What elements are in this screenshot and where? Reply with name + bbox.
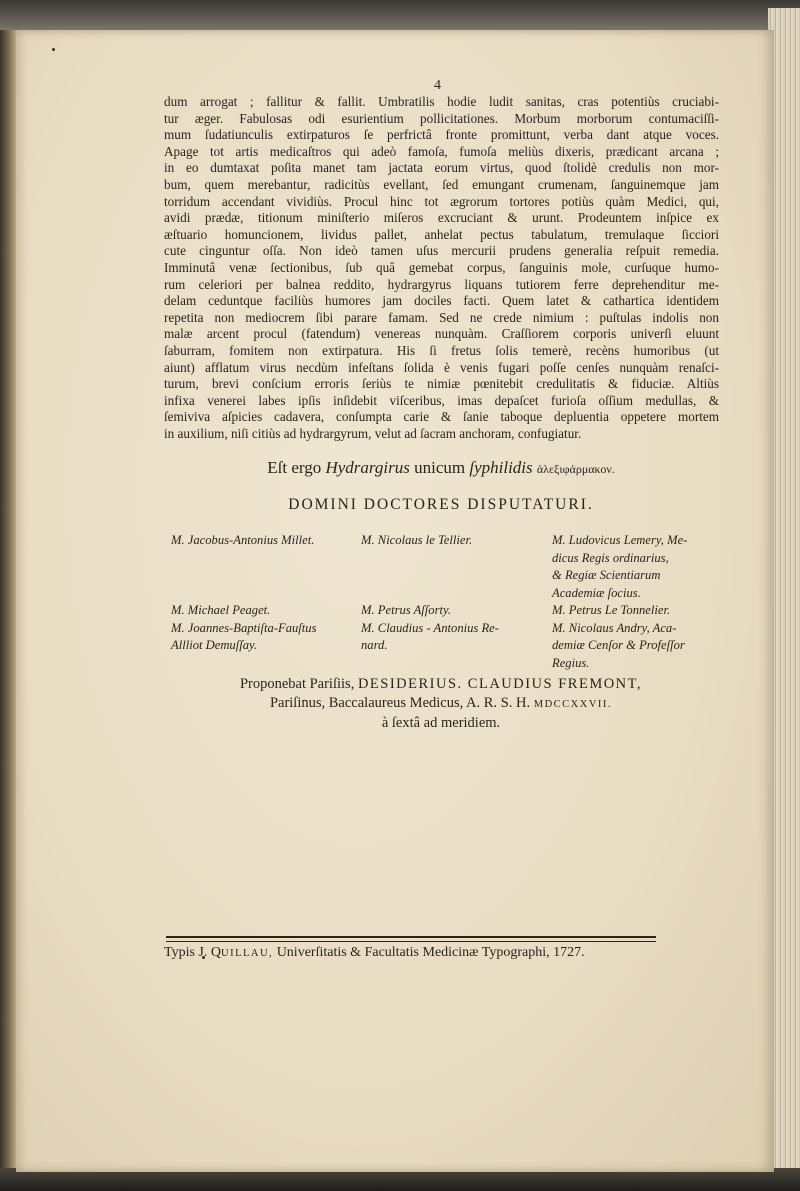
doctor-line: M. Joannes-Baptiſta-Fauſtus [171,620,317,635]
doctors-column-1 [171,532,361,655]
body-line: torridum accendant vividiùs. Procul hinc tot ægrorum tortores potiùs quàm Medici, qui, [164,193,719,209]
body-line: infixa venerei labes ipſis inſidebit viſceribus, imas depaſcet furioſa oſſium medullas, & [164,392,719,408]
body-line: in eo dumtaxat poſita manet tam jactata eorum virtus, quod ſtolidè credulis non mor- [164,160,719,176]
doctor-line [361,567,546,585]
doctor-line: & Regiæ Scientiarum [552,568,661,582]
body-line: rum celeriori per balnea reddito, hydrargyrus liquans tutiorem ferre deprehenditur me- [164,276,719,292]
imprint-rule-thin [166,941,656,942]
body-line: ſaburram, fomitem non extirpatura. His ſi fretus ſolis temerè, recèns humoribus (ut [164,342,719,358]
candidate-name: DESIDERIUS. CLAUDIUS FREMONT, [357,676,643,692]
imprint-typis: Typis J. Q [164,945,221,960]
body-line: ſemiviva aſpicies cadavera, conſumpta carie & ſanie taboque depluentia oppetere mortem [164,409,719,425]
printer-imprint [164,945,724,961]
thesis-mid: unicum [414,458,466,477]
defense-time: à ſextâ ad meridiem. [381,715,501,731]
doctor-line: M. Nicolaus Andry, Aca- [552,620,677,635]
body-line: repetita non mediocrem ſibi parare famam. Sed ne crede nimium : puſtulas indolis non [164,309,719,325]
body-line: tur æger. Fabulosas odi esurientium pollicitationes. Morbum morborum contumaciſſi- [164,110,719,126]
doctors-column-3 [552,532,732,672]
doctor-line: Regius. [552,655,590,670]
defense-statement [156,675,726,733]
thesis-word-syphilidis: ſyphilidis [469,458,533,477]
imprint-rule [166,936,656,938]
doctor-line [171,550,361,568]
doctors-column-2 [361,532,546,655]
imprint-printer-name: UILLAU, [220,948,274,959]
doctor-line: dicus Regis ordinarius, [552,550,669,565]
doctor-line: M. Nicolaus le Tellier. [361,533,473,547]
body-paragraph [164,94,719,442]
body-line: Apage tot artis medicaſtros qui adeò famoſa, fumoſa meliùs dixeris, prædicant arcana ; [164,143,719,159]
body-line: malæ arcent procul (fatendum) venereas nunquàm. Craſſiorem corporis univerſi eluunt [164,326,719,342]
body-line: bum, quem merebantur, radicitùs evellant, ſed emungant crumenam, ſanguinemque jam [164,176,719,192]
doctor-line: M. Claudius - Antonius Re- [361,620,499,635]
doctor-line: Academiæ ſocius. [552,585,641,600]
body-line: cute cinguntur oſſa. Non ideò tamen uſus mercurii prudens generalia reſpuit remedia. [164,243,719,259]
body-line: dum arrogat ; fallitur & fallit. Umbratilis hodie ludit sanitas, cras potentiùs cruciabi- [164,94,719,109]
thesis-greek: ἀλεξιφάρμακον. [536,462,615,476]
doctor-line: Allliot Demuſſay. [171,638,258,652]
body-line: avidi prædæ, titionum miniſterio miſeros excruciant & urunt. Prodeuntem inſpice ex [164,210,719,226]
doctor-line: M. Ludovicus Lemery, Me- [552,533,688,547]
doctor-line: M. Jacobus-Antonius Millet. [171,533,315,547]
ink-speck [52,48,55,51]
body-line: turum, brevi conſcium erroris ſeriùs te nimiæ pœnitebit credulitatis & fiduciæ. Altiùs [164,376,719,392]
doctor-line [171,567,361,585]
doctor-line [171,585,361,603]
doctor-line [361,550,546,568]
proponebat-lead: Proponebat Pariſiis, [239,676,355,692]
body-line: aiunt) afflatum virus necdùm infeſtans ſolida è venis fugari poſſe cenſes nunquàm renaſci- [164,359,719,375]
doctors-heading: DOMINI DOCTORES DISPUTATURI. [288,496,594,513]
thesis-pre: Eſt ergo [267,458,322,477]
body-line: Imminutâ venæ ſectionibus, ſub quâ gemebat corpus, ſanguinis mole, curſuque humo- [164,259,719,275]
page-number: 4 [434,78,441,93]
doctor-line: demiæ Cenſor & Profeſſor [552,638,685,652]
thesis-statement [156,458,726,478]
doctor-line: nard. [361,638,388,652]
imprint-rest: Univerſitatis & Facultatis Medicinæ Typographi, 1727. [276,945,585,960]
body-line: delam ceduntque faciliùs humores jam dociles facti. Quem latet & cathartica identidem [164,293,719,309]
thesis-word-hydrargirus: Hydrargirus [325,458,410,477]
candidate-title: Pariſinus, Baccalaureus Medicus, A. R. S. H. [269,694,531,711]
year-roman: MDCCXXVII. [533,698,613,710]
doctor-line: M. Petrus Le Tonnelier. [552,603,671,617]
doctor-line: M. Michael Peaget. [171,603,271,617]
doctor-line: M. Petrus Aſſorty. [361,603,452,617]
doctor-line [361,585,546,603]
body-line: mum ſudatiunculis extirpaturos ſe perfrictâ fronte promittunt, verba dant atque voces. [164,127,719,143]
body-line: in auxilium, niſi citiùs ad hydrargyrum, velut ad ſacram anchoram, confugiatur. [164,425,582,441]
body-line: æſtuario homuncionem, lividus pallet, anhelat pectus tabulatum, tremulaque ſicciori [164,226,719,242]
document-page [16,30,774,1172]
